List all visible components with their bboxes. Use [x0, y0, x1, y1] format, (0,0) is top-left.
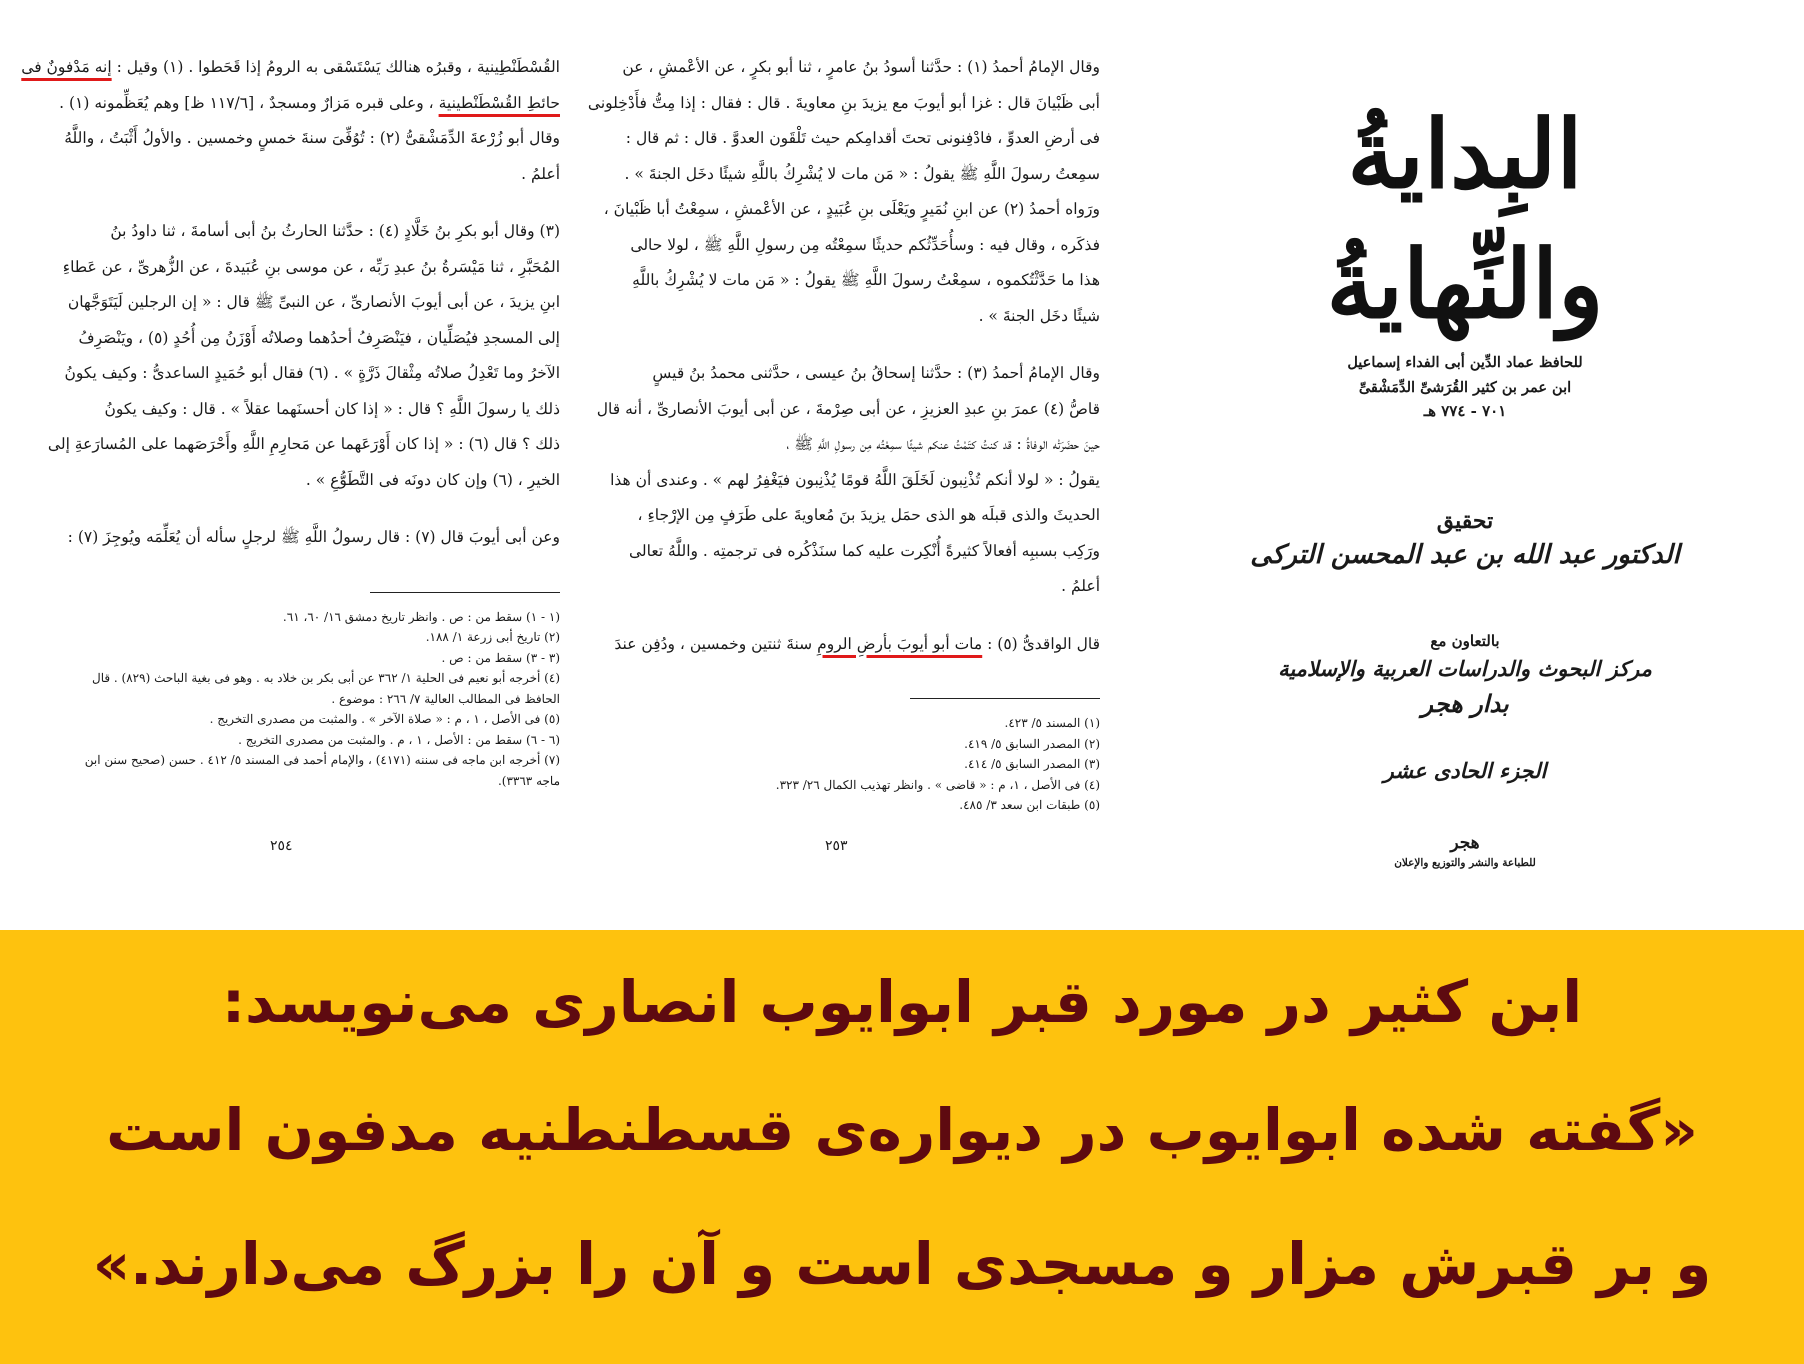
left-text-line: القُسْطَنْطِينية ، وقبرُه هنالك يَسْتَسْقى به الرومُ إذا قَحَطوا . (١) وقيل : إنه مَدْفونٌ فى [21, 58, 560, 76]
footnote-line: (٢) المصدر السابق ٥/ ٤١٩. [964, 736, 1100, 751]
middle-text-line: فى أرضِ العدوِّ ، فادْفِنونى تحتَ أقدامِكم حيث تَلْقَون العدوَّ . قال : ثم قال : [625, 129, 1100, 147]
middle-text-line: قال الواقدىُّ (٥) : مات أبو أيوبَ بأرضِ الرومِ سنةَ ثنتين وخمسين ، ودُفِن عندَ [614, 634, 1100, 653]
caption-line-3: و بر قبرش مزار و مسجدی است و آن را بزرگ می‌دارند.» [92, 1230, 1712, 1298]
caption-line-2: «گفته شده ابوایوب در دیواره‌ی قسطنطنیه مدفون است [106, 1096, 1698, 1164]
author-line-2: ابن عمر بن كثير القُرَشىِّ الدِّمَشْقىِّ [1358, 379, 1572, 396]
middle-text-line: ورَواه أحمدُ (٢) عن ابنِ نُمَيرٍ ويَعْلَى بنِ عُبَيدٍ ، عن الأعْمشِ ، سمِعْتُ أبا ظَبْيانَ ، [603, 200, 1100, 218]
editor-name: الدكتور عبد الله بن عبد المحسن التركى [1250, 540, 1680, 570]
collaboration-label: بالتعاون مع [1430, 632, 1500, 650]
middle-text-line: شيئًا دخَل الجنةَ » . [978, 306, 1100, 325]
publisher-name: هجر [1450, 833, 1480, 853]
red-underlined-phrase: حائطِ القُسْطَنْطينية [438, 93, 560, 112]
left-text-line: إلى المسجدِ فيُصَلِّيان ، فيَنْصَرِفُ أحدُهما وصلاتُه أَوْزَنُ مِن أُحُدٍ (٥) ، ويَنْصَرِفُ [78, 328, 560, 347]
left-page [21, 50, 560, 791]
left-text-line: الخيرِ ، (٦) وإن كان دونَه فى التَّطَوُّعِ » . [305, 470, 560, 489]
footnote-line: (٥) طبقات ابن سعد ٣/ ٤٨٥. [959, 798, 1100, 812]
volume-label: الجزء الحادى عشر [1383, 758, 1547, 783]
left-text-line: ذلك يا رسولَ اللَّهِ ؟ قال : « إذا كان أحسنَهما عقلاً » . قال : وكيف يكونُ [104, 399, 560, 418]
title-page [1240, 90, 1690, 869]
middle-text-line: أعلمُ . [1061, 577, 1100, 595]
middle-text-line: وقال الإمامُ أحمدُ (٣) : حدَّثنا إسحاقُ بنُ عيسى ، حدَّثنى محمدُ بنُ قيسٍ [652, 364, 1100, 382]
middle-text-line: وقال الإمامُ أحمدُ (١) : حدَّثنا أسودُ بنُ عامرٍ ، ثنا أبو بكرٍ ، عن الأعْمشِ ، عن [622, 58, 1100, 76]
left-text-line: حائطِ القُسْطَنْطينية ، وعلى قبره مَزارٌ ومسجدٌ ، [١١٧/٦ ظ] وهم يُعَظِّمونه (١) . [59, 93, 560, 112]
middle-page-number: ٢٥٣ [825, 838, 848, 854]
left-text-line: ذلك ؟ قال (٦) : « إذا كان أَوْرَعَهما عن مَحارِمِ اللَّهِ وأَحْرَصَهما على المُسارَعةِ إلى [47, 435, 560, 453]
tahqiq-label: تحقيق [1436, 508, 1494, 534]
research-center-name: مركز البحوث والدراسات العربية والإسلامية [1278, 656, 1652, 681]
middle-text-line: قاصُّ (٤) عمرَ بنِ عبدِ العزيزِ ، عن أبى صِرْمةَ ، عن أبى أيوبَ الأنصارىِّ ، أنه قال [596, 399, 1100, 418]
middle-page-footnotes [600, 713, 1100, 816]
paragraph-gap [40, 498, 560, 520]
left-text-line: وعن أبى أيوبَ قال (٧) : قال رسولُ اللَّهِ ﷺ لرجلٍ سأله أن يُعَلِّمَه ويُوجِزَ (٧) : [67, 528, 560, 546]
middle-text-line: الحديثَ والذى قبلَه هو الذى حمَل يزيدَ بنَ مُعاويةَ على طَرَفٍ مِن الإرْجاءِ ، [637, 506, 1100, 524]
footnote-line: (٤) فى الأصل ، ١، م : « قاضى » . وانظر تهذيب الكمال ٢٦/ ٣٢٣. [775, 777, 1100, 792]
middle-text-line: هذا ما حَدَّثْتُكموه ، سمِعْتُ رسولَ اللَّهِ ﷺ يقولُ : « مَن مات لا يُشْرِكُ باللَّهِ [632, 271, 1100, 289]
footnote-line: الحافظ فى المطالب العالية ٧/ ٢٦٦ : موضوع . [331, 691, 560, 706]
author-line-1: للحافظ عماد الدِّين أبى الفداء إسماعيل [1347, 354, 1583, 371]
caption-line-1: ابن کثیر در مورد قبر ابوایوب انصاری می‌نویسد: [221, 968, 1583, 1036]
footnote-line: (٢) تاريخ أبى زرعة ١/ ١٨٨. [425, 630, 560, 644]
red-underlined-phrase: مات أبو أيوبَ بأرضِ الرومِ [817, 634, 983, 653]
left-text-line: ابنِ يزيدَ ، عن أبى أيوبَ الأنصارىِّ ، عن النبىِّ ﷺ قال : « إن الرجلين لَيَتَوَجَّهان [67, 293, 560, 311]
left-page-body [21, 50, 560, 556]
dar-hajar: بدار هجر [1421, 689, 1509, 718]
footnote-line: (٤) أخرجه أبو نعيم فى الحلية ١/ ٣٦٢ عن أبى بكر بن خلاد به . وهو فى بغية الباحث (٨٢٩) . قال [91, 671, 560, 685]
paragraph-gap [600, 605, 1100, 627]
left-page-footnotes [40, 607, 560, 792]
left-text-line: أعلمُ . [521, 164, 560, 183]
footnote-line: (٥) فى الأصل ، ١ ، م : « صلاة الآخر » . والمثبت من مصدرى التخريج . [209, 712, 560, 726]
footnote-line: ماجه ٣٣٦٣). [497, 773, 560, 788]
footnote-line: (١) المسند ٥/ ٤٢٣. [1004, 716, 1100, 730]
paragraph-gap [600, 334, 1100, 356]
footnote-divider [910, 698, 1100, 699]
middle-text-line: يقولُ : « لولا أنكم تُذْنِبون لَخَلَقَ اللَّهُ قومًا يُذْنِبون فيَغْفِرُ لهم » . وعندى أن هذا [610, 470, 1100, 489]
paragraph-gap [40, 192, 560, 214]
footnote-line: (٣) المصدر السابق ٥/ ٤١٤. [964, 757, 1100, 771]
left-text-line: وقال أبو زُرْعةَ الدِّمَشْقىُّ (٢) : تُوُفِّىَ سنةَ خمسٍ وخمسين . والأولُ أَثْبَتُ ، واللَّهُ [64, 129, 560, 147]
left-text-line: (٣) وقال أبو بكرِ بنُ خَلَّادٍ (٤) : حدَّثنا الحارثُ بنُ أبى أسامةَ ، ثنا داودُ بنُ [110, 222, 560, 240]
middle-text-line: فذكَره ، وقال فيه : وسأُحَدِّثُكم حديثًا سمِعْتُه مِن رسولِ اللَّهِ ﷺ ، لولا حالى [630, 235, 1100, 254]
left-page-number: ٢٥٤ [270, 838, 293, 854]
footnote-divider [370, 592, 560, 593]
middle-page-body [587, 50, 1100, 662]
middle-text-line: أبى ظَبْيانَ قال : غزا أبو أيوبَ مع يزيدَ بنِ معاويةَ . قال : فقال : إذا مِتُّ فأَدْخِلونى [587, 93, 1100, 112]
middle-text-line: حينَ حضَرَتْه الوفاةُ : قد كنتُ كتَمْتُ عنكم شيئًا سمِعْتُه مِن رسولِ اللَّهِ ﷺ ، [786, 435, 1100, 453]
caption-banner [0, 930, 1804, 1364]
book-title: البِدايةُ والنِّهايةُ [1326, 100, 1604, 340]
middle-text-line: سمِعتُ رسولَ اللَّهِ ﷺ يقولُ : « مَن مات لا يُشْرِكُ باللَّهِ شيئًا دخَل الجنةَ » . [624, 164, 1100, 183]
footnote-line: (٧) أخرجه ابن ماجه فى سننه (٤١٧١) ، والإمام أحمد فى المسند ٥/ ٤١٢ . حسن (صحيح سنن ابن [84, 753, 560, 767]
footnote-line: (١ - ١) سقط من : ص . وانظر تاريخ دمشق ١٦/ ٦٠، ٦١. [282, 609, 560, 624]
middle-page [587, 50, 1100, 816]
footnote-line: (٦ - ٦) سقط من : الأصل ، ١ ، م . والمثبت من مصدرى التخريج . [238, 732, 560, 747]
middle-text-line: ورَكِب بسببِه أفعالاً كثيرةً أُنْكِرت عليه كما سنَذْكُره فى ترجمتِه . واللَّهُ تعالى [628, 541, 1100, 560]
left-text-line: المُحَبَّرِ ، ثنا مَيْسَرةُ بنُ عبدِ رَبِّه ، عن موسى بنِ عُبَيدةَ ، عن الزُّهرىِّ ، عن عَطاءِ [62, 257, 560, 276]
author-dates: ٧٠١ - ٧٧٤ هـ [1423, 402, 1507, 420]
footnote-line: (٣ - ٣) سقط من : ص . [441, 650, 560, 665]
red-underlined-phrase: إنه مَدْفونٌ فى [21, 58, 112, 76]
publisher-tagline: للطباعة والنشر والتوزيع والإعلان [1394, 857, 1536, 869]
left-text-line: الآخرُ وما تَعْدِلُ صلاتُه مِثْقالَ ذَرَّةٍ » . (٦) فقال أبو حُمَيدٍ الساعدىُّ : وكيف يكونُ [64, 364, 560, 382]
